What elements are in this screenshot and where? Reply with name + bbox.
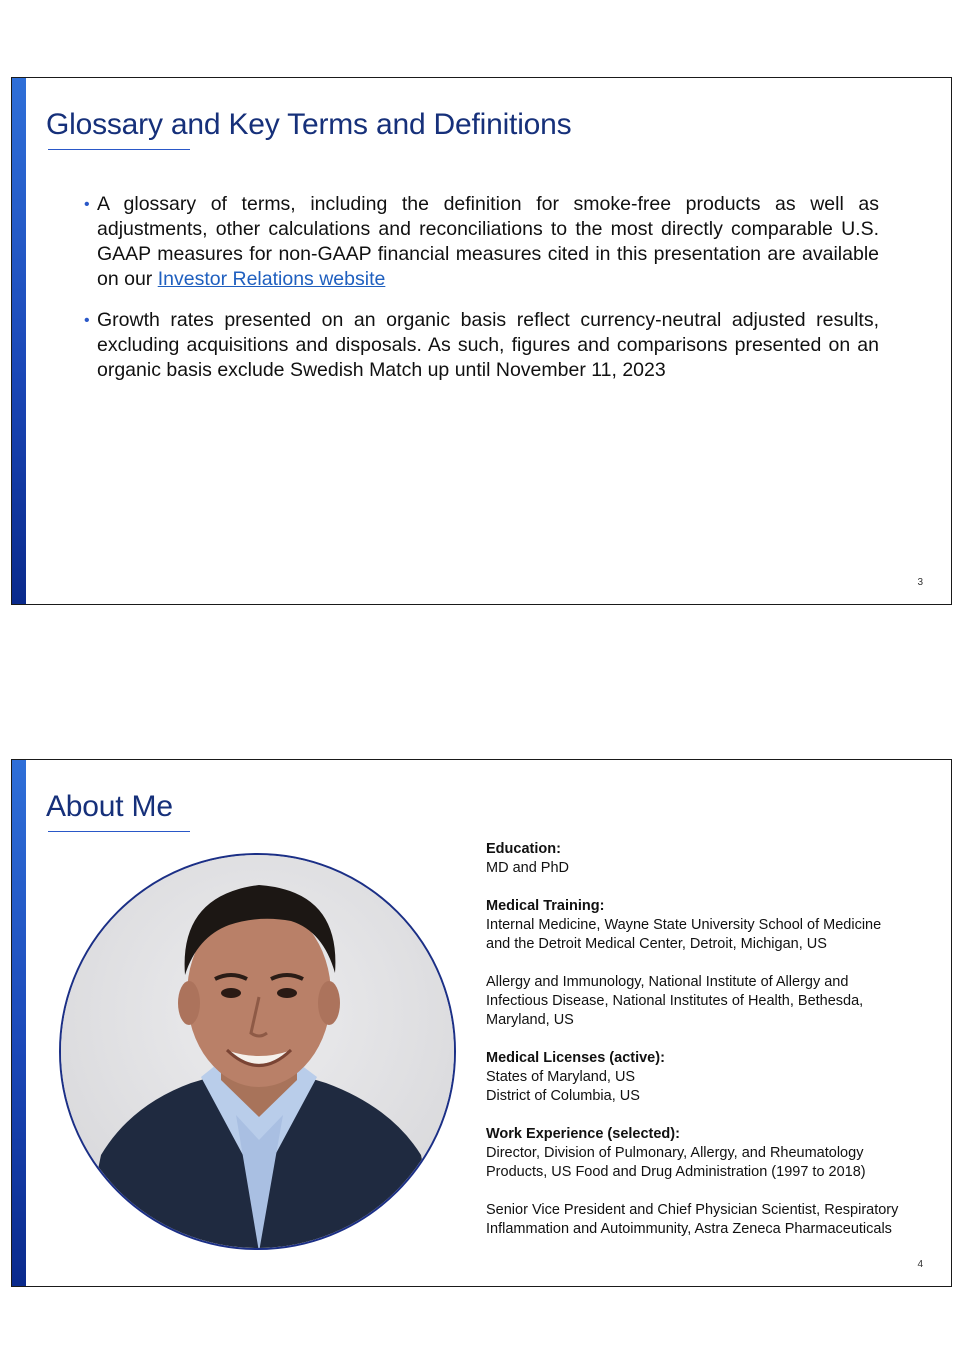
slide-glossary [11,77,952,605]
page-number: 3 [917,577,923,588]
licenses-heading: Medical Licenses (active): [486,1050,665,1066]
title-underline [48,831,190,832]
work-section [486,1125,931,1182]
training-line: Maryland, US [486,1012,574,1028]
slide-about-me [11,759,952,1287]
bio-details [486,840,931,1258]
training-section-2 [486,973,931,1030]
bullet-icon: • [84,312,90,329]
training-line: Infectious Disease, National Institutes of Health, Bethesda, [486,993,864,1009]
slide-accent-bar [12,760,26,1286]
training-line: Internal Medicine, Wayne State University School of Medicine [486,917,882,933]
portrait-illustration [61,855,456,1250]
work-line: Senior Vice President and Chief Physician Scientist, Respiratory [486,1202,899,1218]
slide-accent-bar [12,78,26,604]
work-line: Inflammation and Autoimmunity, Astra Zeneca Pharmaceuticals [486,1221,892,1237]
page-number: 4 [917,1259,923,1270]
bullet-item-glossary [84,192,879,292]
bullet-item-growth [84,308,879,383]
investor-relations-link[interactable]: Investor Relations website [157,268,386,290]
training-heading: Medical Training: [486,898,605,914]
work-line: Products, US Food and Drug Administration (1997 to 2018) [486,1164,866,1180]
bullet-text: Growth rates presented on an organic basis reflect currency-neutral adjusted results, excluding acquisitions and disposals. As such, figures and comparisons presented on an organic basis exclude Swedish Match up until November 11, 2023 [97,309,879,381]
work-section-2 [486,1201,931,1239]
work-line: Director, Division of Pulmonary, Allergy, and Rheumatology [486,1145,864,1161]
training-line: Allergy and Immunology, National Institute of Allergy and [486,974,849,990]
education-heading: Education: [486,841,561,857]
work-heading: Work Experience (selected): [486,1126,680,1142]
title-underline [48,149,190,150]
bullet-text: A glossary of terms, including the definition for smoke-free products as well as adjustments, other calculations and reconciliations to the most directly comparable U.S. GAAP measures for non-GAAP financial measures cited in this presentation are available on our [97,193,879,290]
bullet-icon: • [84,196,90,213]
education-line: MD and PhD [486,860,570,876]
training-line: and the Detroit Medical Center, Detroit, Michigan, US [486,936,827,952]
slide-title: About Me [46,790,173,823]
slide-title: Glossary and Key Terms and Definitions [46,108,572,141]
training-section [486,897,931,954]
bullet-list [84,192,879,399]
license-line: District of Columbia, US [486,1088,640,1104]
portrait-photo [59,853,456,1250]
licenses-section [486,1049,931,1106]
license-line: States of Maryland, US [486,1069,636,1085]
education-section [486,840,931,878]
